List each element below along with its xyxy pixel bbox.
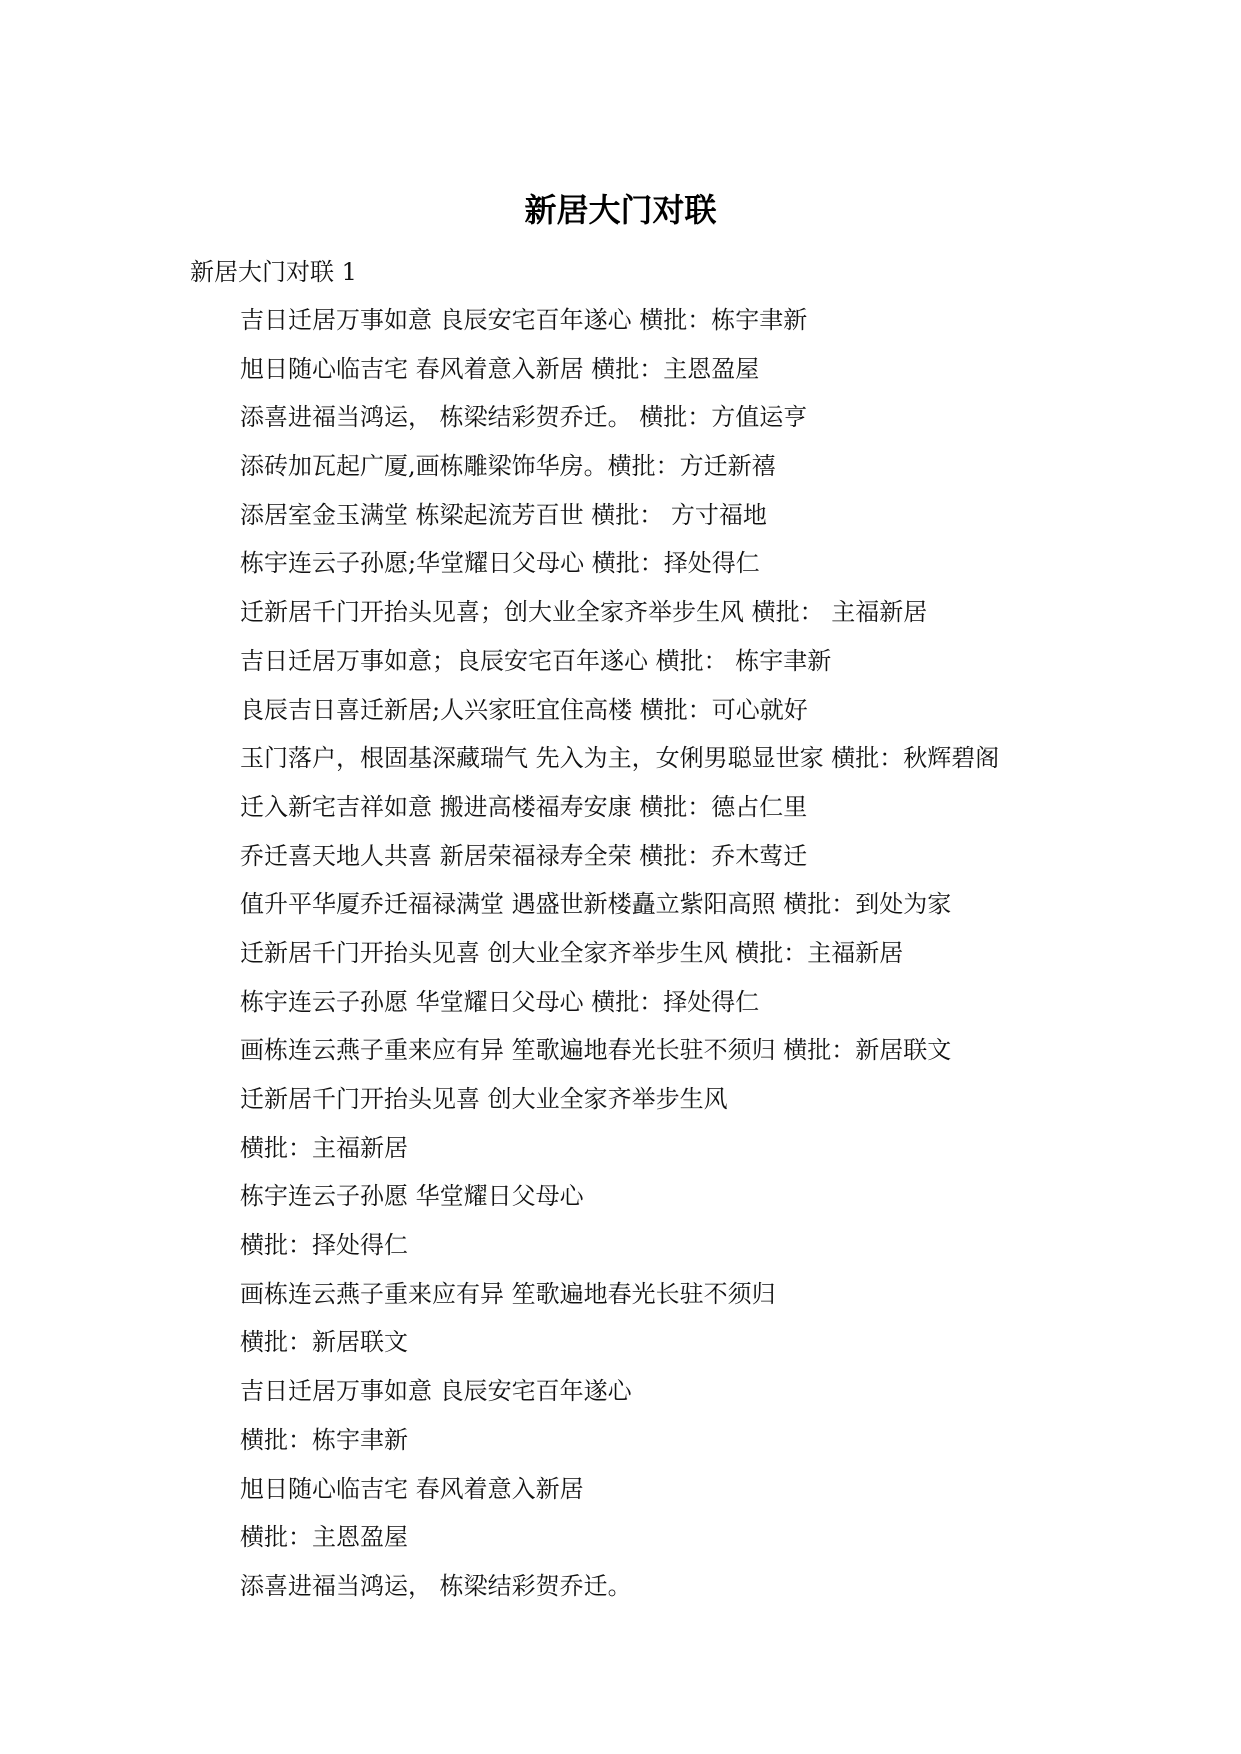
couplet-line: 栋宇连云子孙愿 华堂耀日父母心 [240,1182,584,1211]
couplet-line: 横批：主恩盈屋 [240,1523,408,1552]
couplet-line: 乔迁喜天地人共喜 新居荣福禄寿全荣 横批：乔木莺迁 [240,841,808,870]
couplet-line: 吉日迁居万事如意 良辰安宅百年遂心 [240,1377,632,1406]
couplet-line: 玉门落户，根固基深藏瑞气 先入为主，女俐男聪显世家 横批：秋辉碧阁 [240,744,1000,773]
couplet-line: 迁新居千门开抬头见喜 创大业全家齐举步生风 [240,1085,728,1113]
couplet-line: 画栋连云燕子重来应有异 笙歌遍地春光长驻不须归 横批：新居联文 [240,1036,952,1065]
couplet-line: 添居室金玉满堂 栋梁起流芳百世 横批： 方寸福地 [240,500,767,529]
couplet-line: 横批：择处得仁 [240,1231,408,1260]
couplet-line: 栋宇连云子孙愿 华堂耀日父母心 横批：择处得仁 [240,987,760,1016]
couplet-line: 横批：主福新居 [240,1133,408,1162]
couplet-line: 旭日随心临吉宅 春风着意入新居 [240,1474,584,1503]
couplet-line: 值升平华厦乔迁福禄满堂 遇盛世新楼矗立紫阳高照 横批：到处为家 [240,890,952,919]
couplet-list [240,302,1140,1617]
couplet-line: 迁新居千门开抬头见喜 创大业全家齐举步生风 横批：主福新居 [240,938,904,967]
couplet-line: 添砖加瓦起广厦,画栋雕梁饰华房。横批：方迁新禧 [240,452,776,481]
couplet-line: 吉日迁居万事如意 良辰安宅百年遂心 横批：栋宇聿新 [240,306,808,334]
couplet-line: 吉日迁居万事如意；良辰安宅百年遂心 横批： 栋宇聿新 [240,646,832,675]
couplet-line: 良辰吉日喜迁新居;人兴家旺宜住高楼 横批：可心就好 [240,695,808,724]
couplet-line: 栋宇连云子孙愿;华堂耀日父母心 横批：择处得仁 [240,549,760,578]
couplet-line: 迁入新宅吉祥如意 搬进高楼福寿安康 横批：德占仁里 [240,792,808,821]
couplet-line: 迁新居千门开抬头见喜；创大业全家齐举步生风 横批： 主福新居 [240,598,928,627]
couplet-line: 添喜进福当鸿运， 栋梁结彩贺乔迁。 横批：方值运亨 [240,403,808,432]
couplet-line: 横批：新居联文 [240,1328,408,1357]
couplet-line: 横批：栋宇聿新 [240,1425,408,1454]
couplet-line: 画栋连云燕子重来应有异 笙歌遍地春光长驻不须归 [240,1279,776,1308]
document-title: 新居大门对联 [524,191,717,229]
section-heading: 新居大门对联 1 [190,258,357,286]
couplet-line: 旭日随心临吉宅 春风着意入新居 横批：主恩盈屋 [240,354,760,383]
couplet-line: 添喜进福当鸿运， 栋梁结彩贺乔迁。 [240,1571,632,1600]
